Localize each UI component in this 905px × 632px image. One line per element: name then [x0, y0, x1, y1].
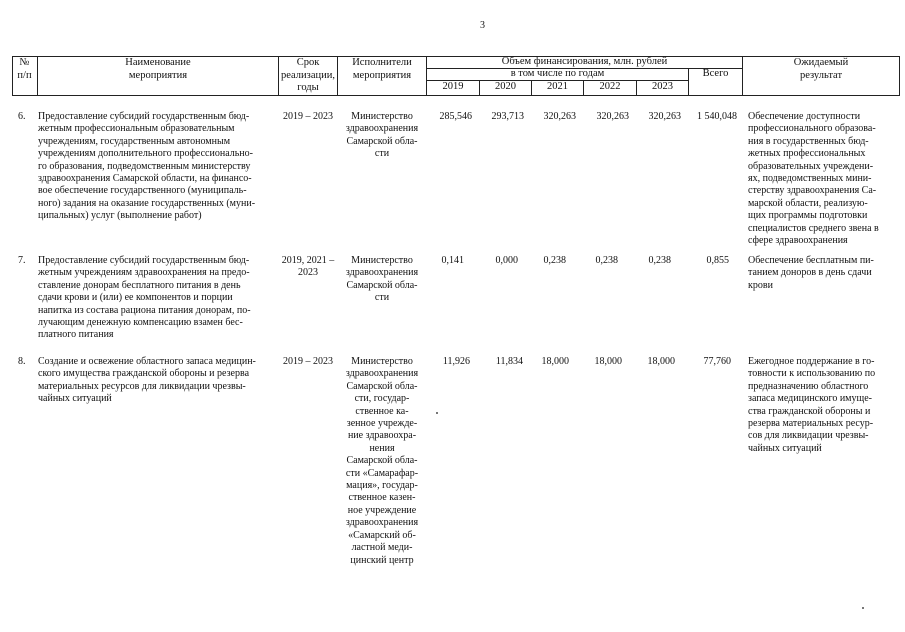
row-result: Обеспечение доступности профессионального образова- ния в государственных бюд- жетных профессиональных образовательных учреждени- ях, подведомственных мини- стерству здравоохранения Са- марской области, реализую- щих программы подготовки специалистов среднего звена в сфере здравоохранения: [748, 111, 879, 247]
row-number: 8.: [18, 356, 26, 367]
value-2023: 320,263: [648, 111, 681, 122]
row-result: Ежегодное поддержание в го- товности к использованию по предназначению областного запаса медицинского имуще- ства гражданской обороны и резерва материальных ресур- сов для ликвидации чрезвы- чайных ситуаций: [748, 356, 876, 454]
value-total: 0,855: [706, 255, 729, 266]
value-2021: 320,263: [543, 111, 576, 122]
header-by-years: в том числе по годам: [510, 68, 605, 79]
value-2020: 11,834: [495, 356, 523, 367]
value-2019: 11,926: [442, 356, 470, 367]
row-result: Обеспечение бесплатным пи- танием доноров в день сдачи крови: [748, 255, 874, 291]
value-2022: 320,263: [596, 111, 629, 122]
header-year-2023: 2023: [652, 81, 673, 92]
value-2022: 18,000: [594, 356, 622, 367]
value-2020: 293,713: [491, 111, 524, 122]
scan-speck: [862, 607, 864, 609]
value-2023: 0,238: [648, 255, 671, 266]
header-total: Всего: [702, 68, 729, 79]
header-result: Ожидаемый результат: [793, 57, 849, 81]
value-2021: 18,000: [541, 356, 569, 367]
row-number: 6.: [18, 111, 26, 122]
page-number: 3: [480, 20, 485, 31]
value-2019: 0,141: [441, 255, 464, 266]
header-term: Срок реализации, годы: [281, 57, 335, 93]
row-term: 2019 – 2023: [283, 356, 333, 367]
row-name: Предоставление субсидий государственным бюд- жетным профессиональным образовательным учреждениям, государственным автономным учреждениям дополнительного профессионально- го образования, подведомственным министерству здравоохранения Самарской области, на финансо- вое обеспечение государственного (муниципаль- ного) задания на оказание государственных (муни- ципальных) услуг (выполнение работ): [38, 111, 256, 222]
value-total: 1 540,048: [697, 111, 737, 122]
header-name: Наименование мероприятия: [125, 57, 191, 81]
row-term: 2019, 2021 – 2023: [281, 255, 335, 279]
header-year-2020: 2020: [495, 81, 516, 92]
row-number: 7.: [18, 255, 26, 266]
header-year-2021: 2021: [547, 81, 568, 92]
value-2019: 285,546: [439, 111, 472, 122]
value-2023: 18,000: [647, 356, 675, 367]
value-2022: 0,238: [595, 255, 618, 266]
row-executors: Министерство здравоохранения Самарской обла- сти: [345, 111, 419, 160]
value-total: 77,760: [703, 356, 731, 367]
value-2020: 0,000: [495, 255, 518, 266]
header-no: № п/п: [17, 57, 32, 81]
header-executors: Исполнители мероприятия: [352, 57, 412, 81]
header-funding: Объем финансирования, млн. рублей: [501, 56, 668, 67]
row-executors: Министерство здравоохранения Самарской обла- сти, государ- ственное ка- зенное учрежде- ние здравоохра- нения Самарской обла- сти «Самарафар- мация», государ- ственное казен- ное учреждение здравоохранения «Самарский об- ластной меди- цинский центр: [345, 356, 419, 566]
row-name: Предоставление субсидий государственным бюд- жетным учреждениям здравоохранения на предо- ставление донорам бесплатного питания в день сдачи крови и (или) ее компонентов и порции напитка из состава рациона питания донорам, по- лучающим денежную компенсацию взамен бес- платного питания: [38, 255, 251, 341]
scan-speck: [436, 412, 438, 414]
value-2021: 0,238: [543, 255, 566, 266]
row-executors: Министерство здравоохранения Самарской обла- сти: [345, 255, 419, 304]
row-name: Создание и освежение областного запаса медицин- ского имущества гражданской обороны и резерва материальных ресурсов для ликвидации чрезвы- чайных ситуаций: [38, 356, 256, 405]
row-term: 2019 – 2023: [283, 111, 333, 122]
header-year-2022: 2022: [599, 81, 621, 92]
header-year-2019: 2019: [442, 81, 464, 92]
